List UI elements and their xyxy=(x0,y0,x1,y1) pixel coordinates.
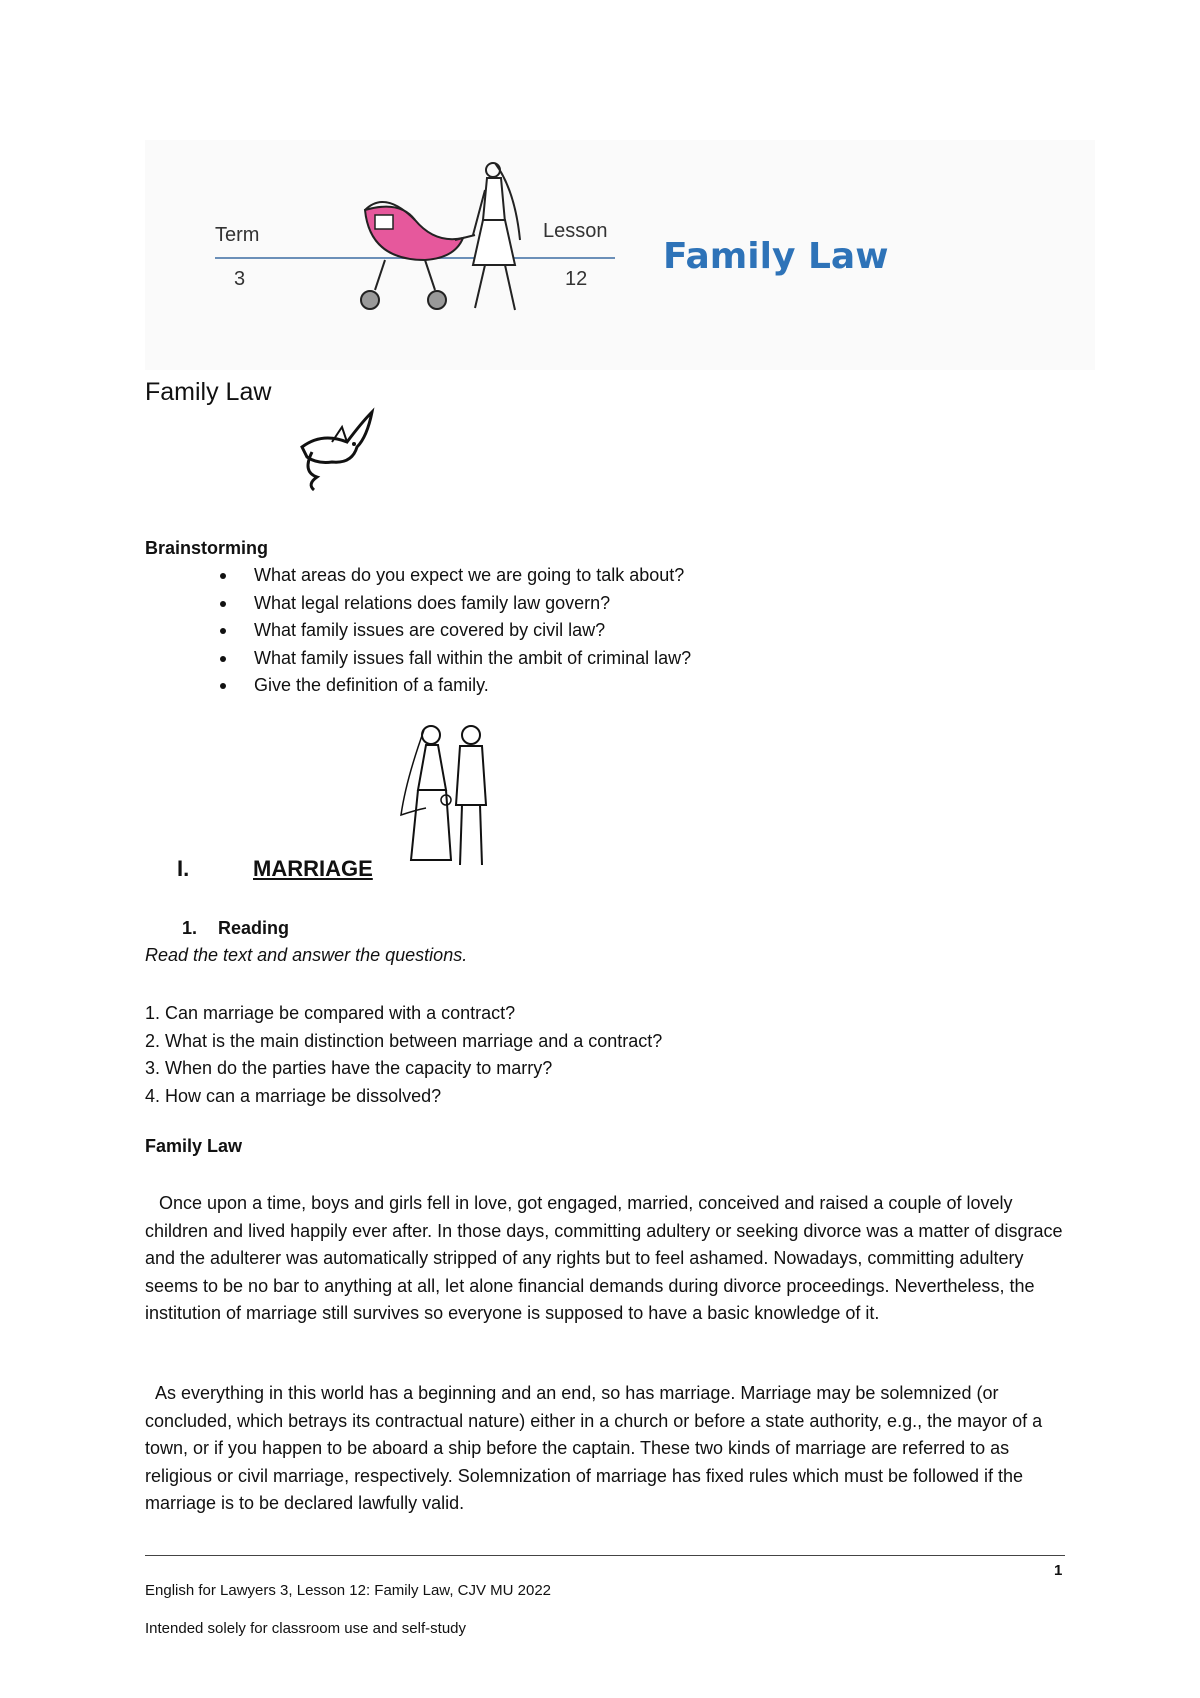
term-label: Term xyxy=(215,224,260,246)
list-item: What areas do you expect we are going to talk about? xyxy=(145,562,691,590)
brainstorming-label: Brainstorming xyxy=(145,538,269,558)
page-number: 1 xyxy=(1054,1562,1063,1579)
list-item: What family issues are covered by civil law? xyxy=(145,617,691,645)
page-title: Family Law xyxy=(145,378,272,406)
section-title: MARRIAGE xyxy=(253,856,373,881)
footer-line-1: English for Lawyers 3, Lesson 12: Family Law, CJV MU 2022 xyxy=(145,1582,552,1599)
question-item: 4. How can a marriage be dissolved? xyxy=(145,1085,442,1106)
paragraph: Once upon a time, boys and girls fell in love, got engaged, married, conceived and raised a couple of lovely children and lived happily ever after. In those days, committing adultery or seeking divorce was a matter of disgrace and the adulterer was automatically stripped of any rights but to feel ashamed. Nowadays, committing adultery seems to be no bar to anything at all, let alone financial demands during divorce proceedings. Nevertheless, the institution of marriage still survives so everyone is supposed to have a basic knowledge of it. xyxy=(145,1193,1063,1323)
text-heading: Family Law xyxy=(145,1136,243,1156)
dove-icon xyxy=(292,402,382,492)
paragraph: As everything in this world has a beginning and an end, so has marriage. Marriage may be solemnized (or concluded, which betrays its contractual nature) either in a church or before a state authority, e.g., the mayor of a town, or if you happen to be aboard a ship before the captain. These two kinds of marriage are referred to as religious or civil marriage, respectively. Solemnization of marriage has fixed rules which must be followed if the marriage is to be declared lawfully valid. xyxy=(145,1383,1043,1513)
list-item: What family issues fall within the ambit of criminal law? xyxy=(145,645,691,673)
footer-line-2: Intended solely for classroom use and self-study xyxy=(145,1620,466,1637)
lesson-banner xyxy=(145,140,1095,370)
list-item: Give the definition of a family. xyxy=(145,672,691,700)
reading-title: Reading xyxy=(218,918,290,938)
banner-title: Family Law xyxy=(663,236,889,277)
mother-with-stroller-illustration xyxy=(345,160,535,320)
lesson-number: 12 xyxy=(565,268,588,290)
wedding-couple-illustration xyxy=(396,720,506,870)
term-number: 3 xyxy=(234,268,246,290)
lesson-label: Lesson xyxy=(543,220,608,242)
footer-divider xyxy=(145,1555,1065,1556)
question-item: 3. When do the parties have the capacity to marry? xyxy=(145,1058,553,1078)
section-number: I. xyxy=(177,856,190,881)
question-item: 1. Can marriage be compared with a contract? xyxy=(145,1003,516,1023)
reading-instruction: Read the text and answer the questions. xyxy=(145,945,468,965)
question-item: 2. What is the main distinction between marriage and a contract? xyxy=(145,1030,663,1051)
reading-questions xyxy=(145,1000,662,1110)
list-item: What legal relations does family law govern? xyxy=(145,590,691,618)
brainstorming-list xyxy=(145,562,691,700)
reading-number: 1. xyxy=(182,918,198,938)
